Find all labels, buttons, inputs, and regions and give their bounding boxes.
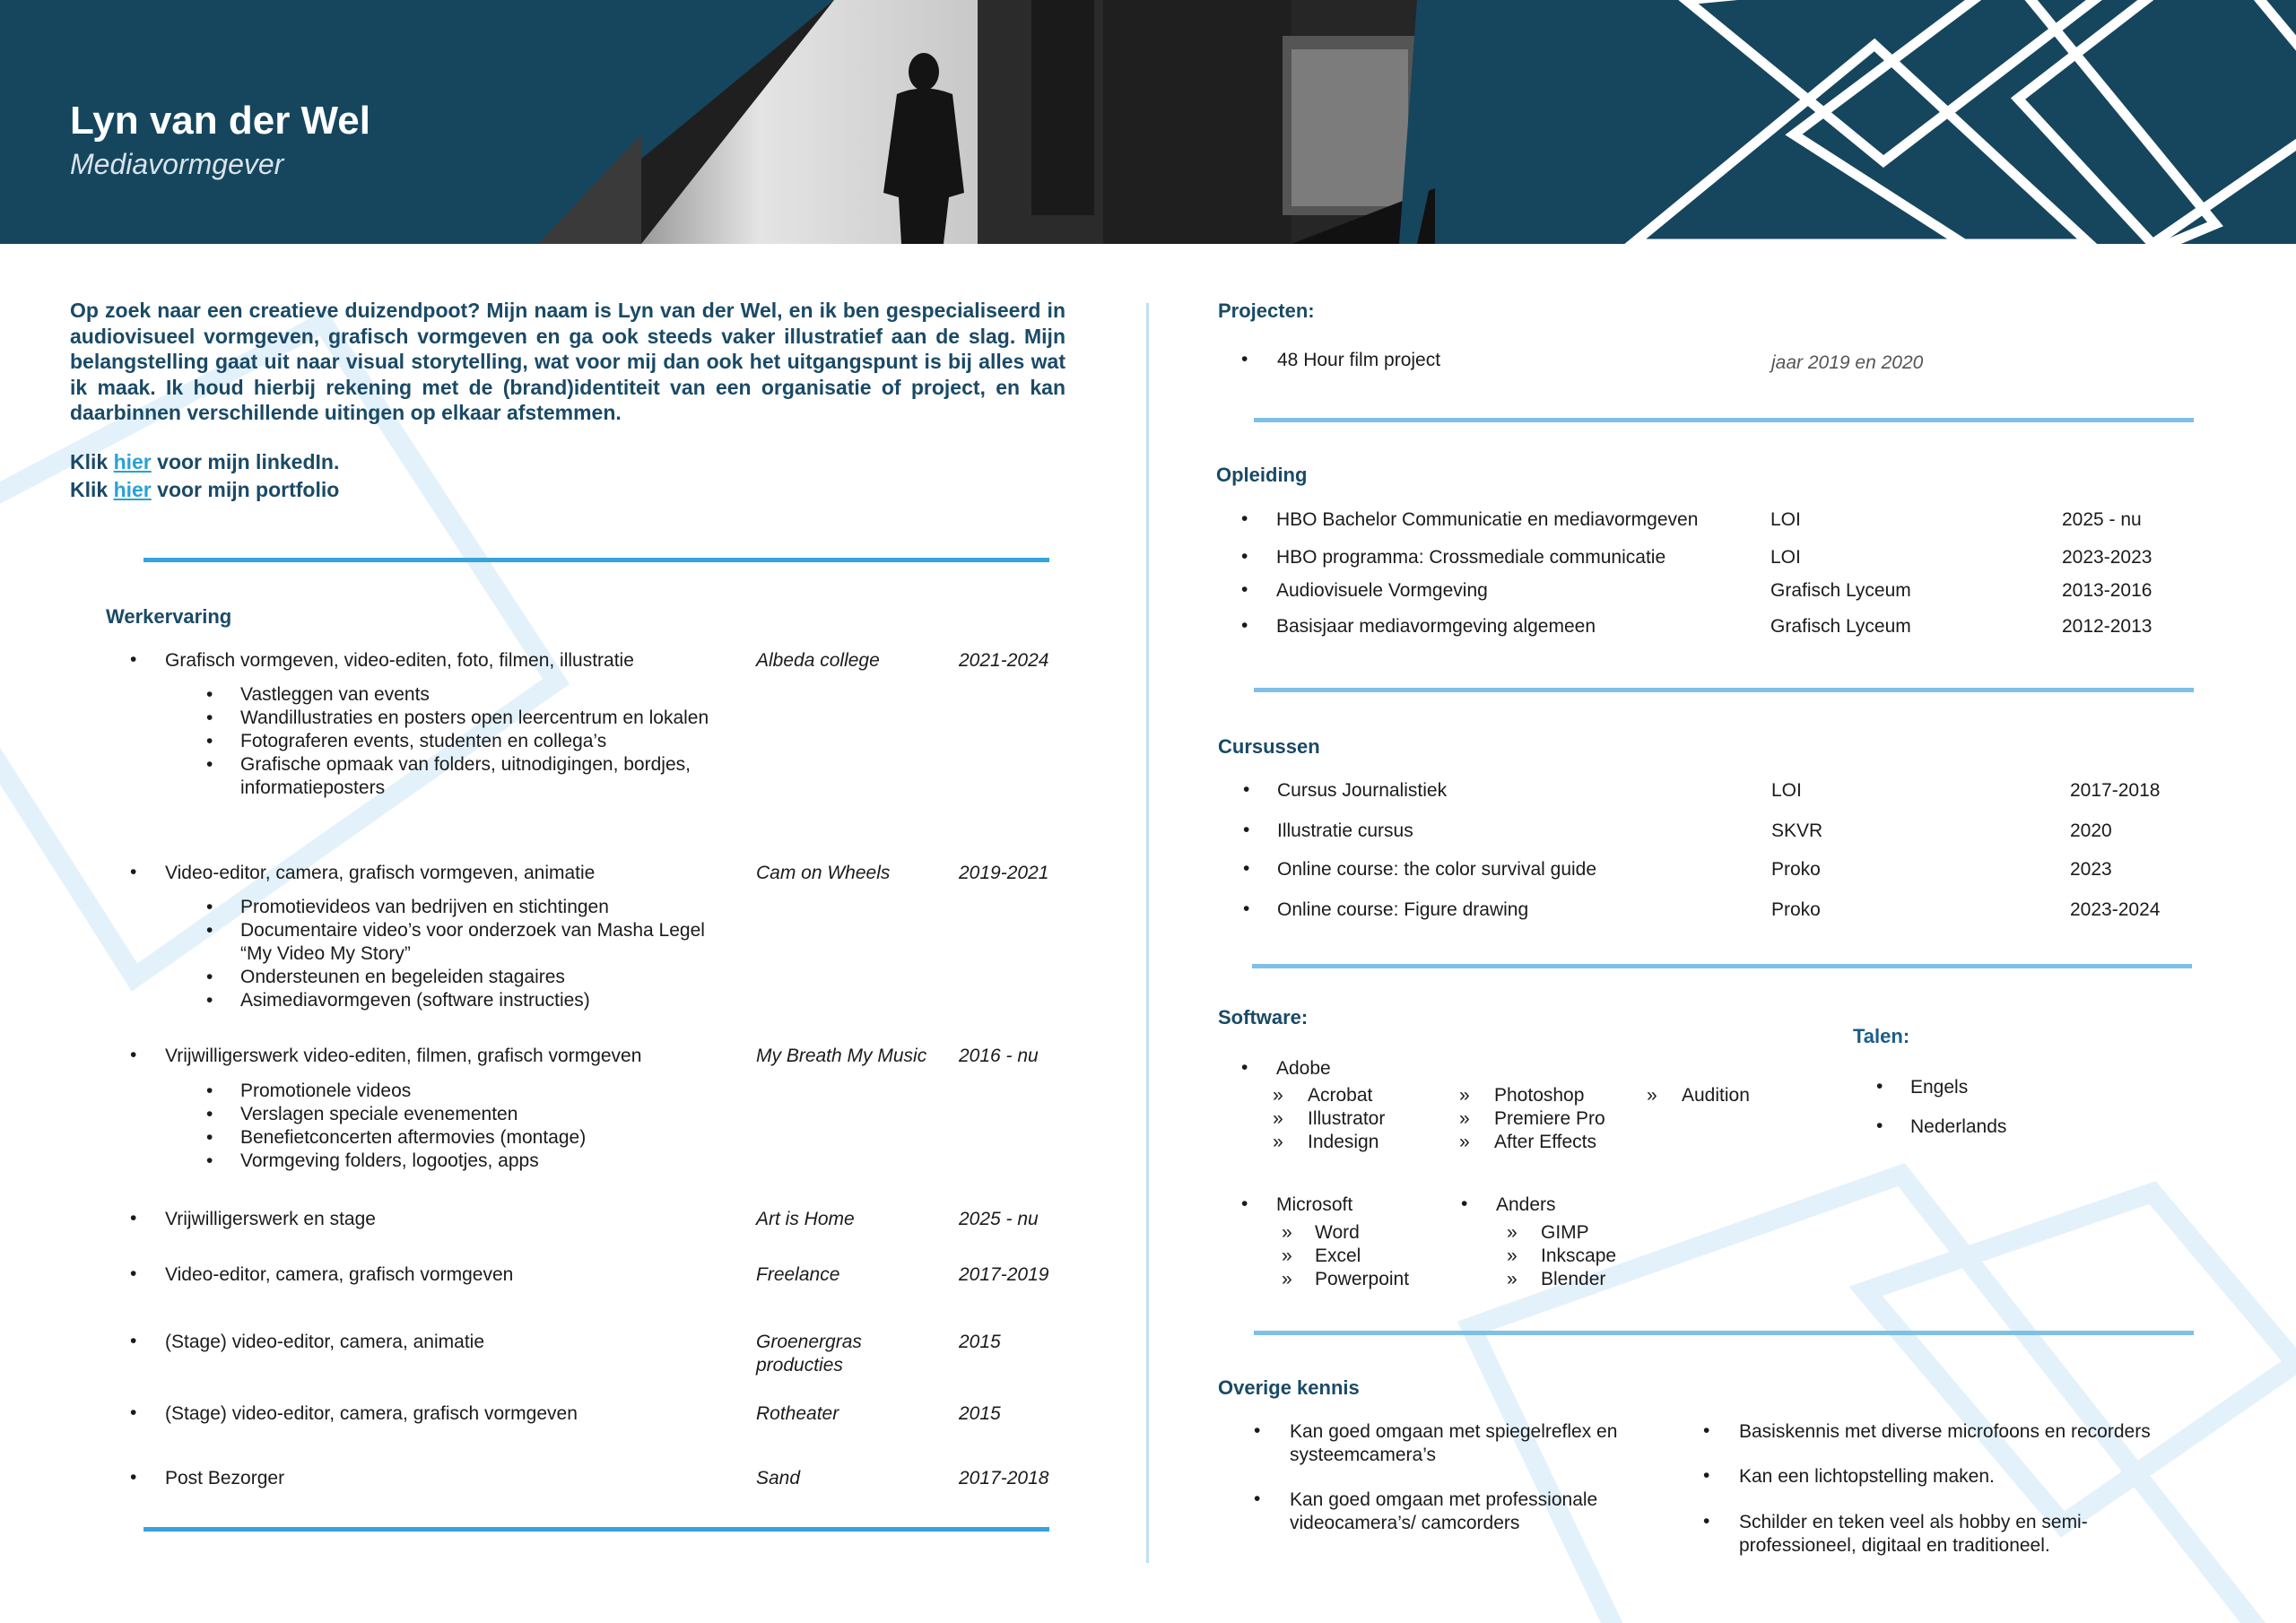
divider-intro [144, 558, 1049, 562]
linkedin-link[interactable]: hier [113, 450, 152, 473]
bullet-icon: • [130, 1263, 137, 1284]
software-item: Excel [1315, 1245, 1361, 1266]
education-years: 2023-2023 [2062, 547, 2152, 568]
portfolio-link[interactable]: hier [113, 478, 152, 501]
list-item: • Vormgeving folders, logootjes, apps [206, 1150, 744, 1173]
job-sublist [206, 683, 744, 800]
bullet-icon: • [1461, 1193, 1468, 1214]
job-org: Art is Home [756, 1209, 855, 1229]
bullet-icon: • [130, 1402, 137, 1423]
linkedin-prefix: Klik [70, 450, 114, 473]
raquo-icon: » [1282, 1269, 1292, 1289]
project-years: jaar 2019 en 2020 [1771, 352, 1924, 373]
portfolio-prefix: Klik [70, 478, 114, 501]
intro-paragraph: Op zoek naar een creatieve duizendpoot? Mijn naam is Lyn van der Wel, en ik ben gespecialiseerd in audiovisueel vormgeven, grafisch vormgeven en ga ook steeds vaker illustratief aan de slag. Mijn belangstelling gaat uit naar visual storytelling, wat voor mij dan ook het uitgangspunt is bij alles wat ik maak. Ik houd hierbij rekening met de (brand)identiteit van een organisatie of project, en kan daarbinnen verschillende uitingen op elkaar afstemmen. [70, 299, 1065, 424]
divider-opleiding [1254, 688, 2194, 692]
bullet-icon: • [1241, 615, 1248, 636]
bullet-icon: • [1241, 1057, 1248, 1078]
list-item: • Benefietconcerten aftermovies (montage) [206, 1126, 744, 1150]
software-anders: Anders [1496, 1194, 1556, 1215]
job-role: (Stage) video-editor, camera, grafisch vormgeven [165, 1403, 578, 1424]
course-org: Proko [1771, 899, 1821, 920]
bullet-icon: • [1876, 1076, 1883, 1097]
job-role: Vrijwilligerswerk video-editen, filmen, grafisch vormgeven [165, 1046, 642, 1066]
list-item: • Grafische opmaak van folders, uitnodigingen, bordjes, informatieposters [206, 753, 744, 800]
opleiding-title: Opleiding [1216, 464, 1308, 486]
software-item: Blender [1541, 1269, 1606, 1289]
person-role: Mediavormgever [70, 148, 284, 180]
bullet-icon: • [1703, 1420, 1710, 1441]
education-years: 2025 - nu [2062, 509, 2142, 530]
bullet-icon: • [1254, 1488, 1261, 1509]
education-years: 2013-2016 [2062, 580, 2152, 601]
person-name: Lyn van der Wel [70, 99, 370, 143]
raquo-icon: » [1459, 1108, 1470, 1129]
education-org: LOI [1770, 509, 1801, 530]
job-years: 2019-2021 [959, 863, 1049, 883]
job-org: Cam on Wheels [756, 863, 891, 883]
course-years: 2023 [2070, 859, 2112, 880]
list-item: • Promotievideos van bedrijven en stichtingen [206, 896, 709, 919]
bullet-icon: • [130, 862, 137, 882]
list-item: • Promotionele videos [206, 1080, 744, 1103]
raquo-icon: » [1273, 1085, 1283, 1106]
divider-projecten [1254, 418, 2194, 422]
software-item: Indesign [1308, 1132, 1379, 1152]
raquo-icon: » [1459, 1132, 1470, 1152]
werkervaring-title: Werkervaring [106, 605, 232, 628]
linkedin-suffix: voor mijn linkedIn. [151, 450, 340, 473]
bullet-icon: • [130, 1045, 137, 1065]
list-item: • Wandillustraties en posters open leercentrum en lokalen [206, 707, 744, 730]
list-item: • Verslagen speciale evenementen [206, 1103, 744, 1126]
job-org: Sand [756, 1468, 801, 1488]
job-role: Video-editor, camera, grafisch vormgeven, animatie [165, 863, 596, 883]
column-divider [1146, 303, 1149, 1563]
bullet-icon: • [130, 649, 137, 670]
education-org: Grafisch Lyceum [1770, 580, 1911, 601]
job-role: Vrijwilligerswerk en stage [165, 1209, 376, 1229]
list-item: • Vastleggen van events [206, 683, 744, 707]
language-item: Nederlands [1910, 1116, 2007, 1137]
portfolio-suffix: voor mijn portfolio [151, 478, 340, 501]
bullet-icon: • [130, 1331, 137, 1351]
raquo-icon: » [1273, 1132, 1283, 1152]
cursussen-title: Cursussen [1218, 735, 1320, 758]
bullet-icon: • [1876, 1115, 1883, 1136]
education-name: HBO programma: Crossmediale communicatie [1276, 547, 1666, 568]
software-microsoft: Microsoft [1276, 1194, 1353, 1215]
job-years: 2016 - nu [959, 1046, 1039, 1066]
education-name: Audiovisuele Vormgeving [1276, 580, 1488, 601]
software-item: Word [1315, 1222, 1360, 1243]
software-item: Acrobat [1308, 1085, 1373, 1106]
software-item: Powerpoint [1315, 1269, 1410, 1289]
bullet-icon: • [130, 1467, 137, 1488]
list-item: • Documentaire video’s voor onderzoek van Masha Legel “My Video My Story” [206, 919, 709, 966]
software-adobe: Adobe [1276, 1058, 1331, 1079]
raquo-icon: » [1459, 1085, 1470, 1106]
bullet-icon: • [1243, 820, 1250, 840]
course-org: LOI [1771, 780, 1802, 801]
skill-item: Schilder en teken veel als hobby en semi-professioneel, digitaal en traditioneel. [1739, 1512, 2088, 1556]
bullet-icon: • [1703, 1465, 1710, 1486]
software-item: GIMP [1541, 1222, 1589, 1243]
bullet-icon: • [1703, 1511, 1710, 1532]
list-item: • Ondersteunen en begeleiden stagaires [206, 966, 709, 989]
bullet-icon: • [1243, 858, 1250, 879]
job-role: Video-editor, camera, grafisch vormgeven [165, 1264, 514, 1285]
bullet-icon: • [1243, 898, 1250, 919]
job-org: My Breath My Music [756, 1046, 927, 1066]
job-years: 2015 [959, 1332, 1001, 1352]
bullet-icon: • [1243, 779, 1250, 800]
course-org: SKVR [1771, 820, 1823, 841]
skill-item: Basiskennis met diverse microfoons en recorders [1739, 1421, 2151, 1442]
education-name: Basisjaar mediavormgeving algemeen [1276, 616, 1596, 637]
job-sublist [206, 896, 709, 1012]
job-years: 2017-2018 [959, 1468, 1049, 1488]
raquo-icon: » [1282, 1222, 1292, 1243]
language-item: Engels [1910, 1077, 1969, 1098]
job-role: Grafisch vormgeven, video-editen, foto, filmen, illustratie [165, 650, 634, 671]
bullet-icon: • [1241, 579, 1248, 600]
bullet-icon: • [1241, 546, 1248, 567]
projecten-title: Projecten: [1218, 299, 1315, 322]
raquo-icon: » [1507, 1245, 1518, 1266]
job-years: 2017-2019 [959, 1264, 1049, 1285]
bullet-icon: • [1254, 1420, 1261, 1441]
job-org: Albeda college [756, 650, 880, 671]
bullet-icon: • [130, 1208, 137, 1228]
education-org: Grafisch Lyceum [1770, 616, 1911, 637]
raquo-icon: » [1647, 1085, 1657, 1106]
list-item: • Fotograferen events, studenten en collega’s [206, 730, 744, 753]
course-org: Proko [1771, 859, 1821, 880]
talen-title: Talen: [1853, 1025, 1910, 1047]
job-org: Rotheater [756, 1403, 839, 1424]
course-name: Online course: the color survival guide [1277, 859, 1597, 880]
job-role: (Stage) video-editor, camera, animatie [165, 1332, 485, 1352]
course-name: Illustratie cursus [1277, 820, 1413, 841]
education-org: LOI [1770, 547, 1801, 568]
software-item: Premiere Pro [1494, 1108, 1605, 1129]
divider-werkervaring [144, 1527, 1049, 1532]
education-name: HBO Bachelor Communicatie en mediavormgeven [1276, 509, 1699, 530]
job-sublist [206, 1080, 744, 1173]
job-org: Groenergras producties [756, 1332, 862, 1376]
course-years: 2017-2018 [2070, 780, 2161, 801]
education-years: 2012-2013 [2062, 616, 2152, 637]
skill-item: Kan goed omgaan met spiegelreflex en systeemcamera’s [1290, 1421, 1618, 1465]
divider-cursussen [1252, 964, 2192, 968]
software-item: After Effects [1494, 1132, 1596, 1152]
software-item: Photoshop [1494, 1085, 1585, 1106]
software-item: Illustrator [1308, 1108, 1386, 1129]
software-title: Software: [1218, 1006, 1309, 1028]
portfolio-line [70, 478, 339, 502]
raquo-icon: » [1507, 1222, 1518, 1243]
course-name: Cursus Journalistiek [1277, 780, 1448, 801]
linkedin-line [70, 450, 339, 474]
bullet-icon: • [1241, 1193, 1248, 1214]
job-years: 2015 [959, 1403, 1001, 1424]
divider-software [1254, 1331, 2194, 1335]
course-name: Online course: Figure drawing [1277, 899, 1529, 920]
overige-title: Overige kennis [1218, 1376, 1360, 1399]
job-years: 2025 - nu [959, 1209, 1039, 1229]
raquo-icon: » [1273, 1108, 1283, 1129]
job-years: 2021-2024 [959, 650, 1049, 671]
bullet-icon: • [1241, 349, 1248, 369]
bullet-icon: • [1241, 508, 1248, 529]
skill-item: Kan een lichtopstelling maken. [1739, 1466, 1995, 1487]
raquo-icon: » [1507, 1269, 1518, 1289]
skill-item: Kan goed omgaan met professionale videocamera’s/ camcorders [1290, 1489, 1598, 1533]
job-org: Freelance [756, 1264, 840, 1285]
course-years: 2020 [2070, 820, 2112, 841]
raquo-icon: » [1282, 1245, 1292, 1266]
software-item: Inkscape [1541, 1245, 1617, 1266]
project-name: 48 Hour film project [1277, 350, 1441, 370]
job-role: Post Bezorger [165, 1468, 285, 1488]
software-item: Audition [1682, 1085, 1750, 1106]
list-item: • Asimediavormgeven (software instructies) [206, 989, 709, 1012]
course-years: 2023-2024 [2070, 899, 2161, 920]
